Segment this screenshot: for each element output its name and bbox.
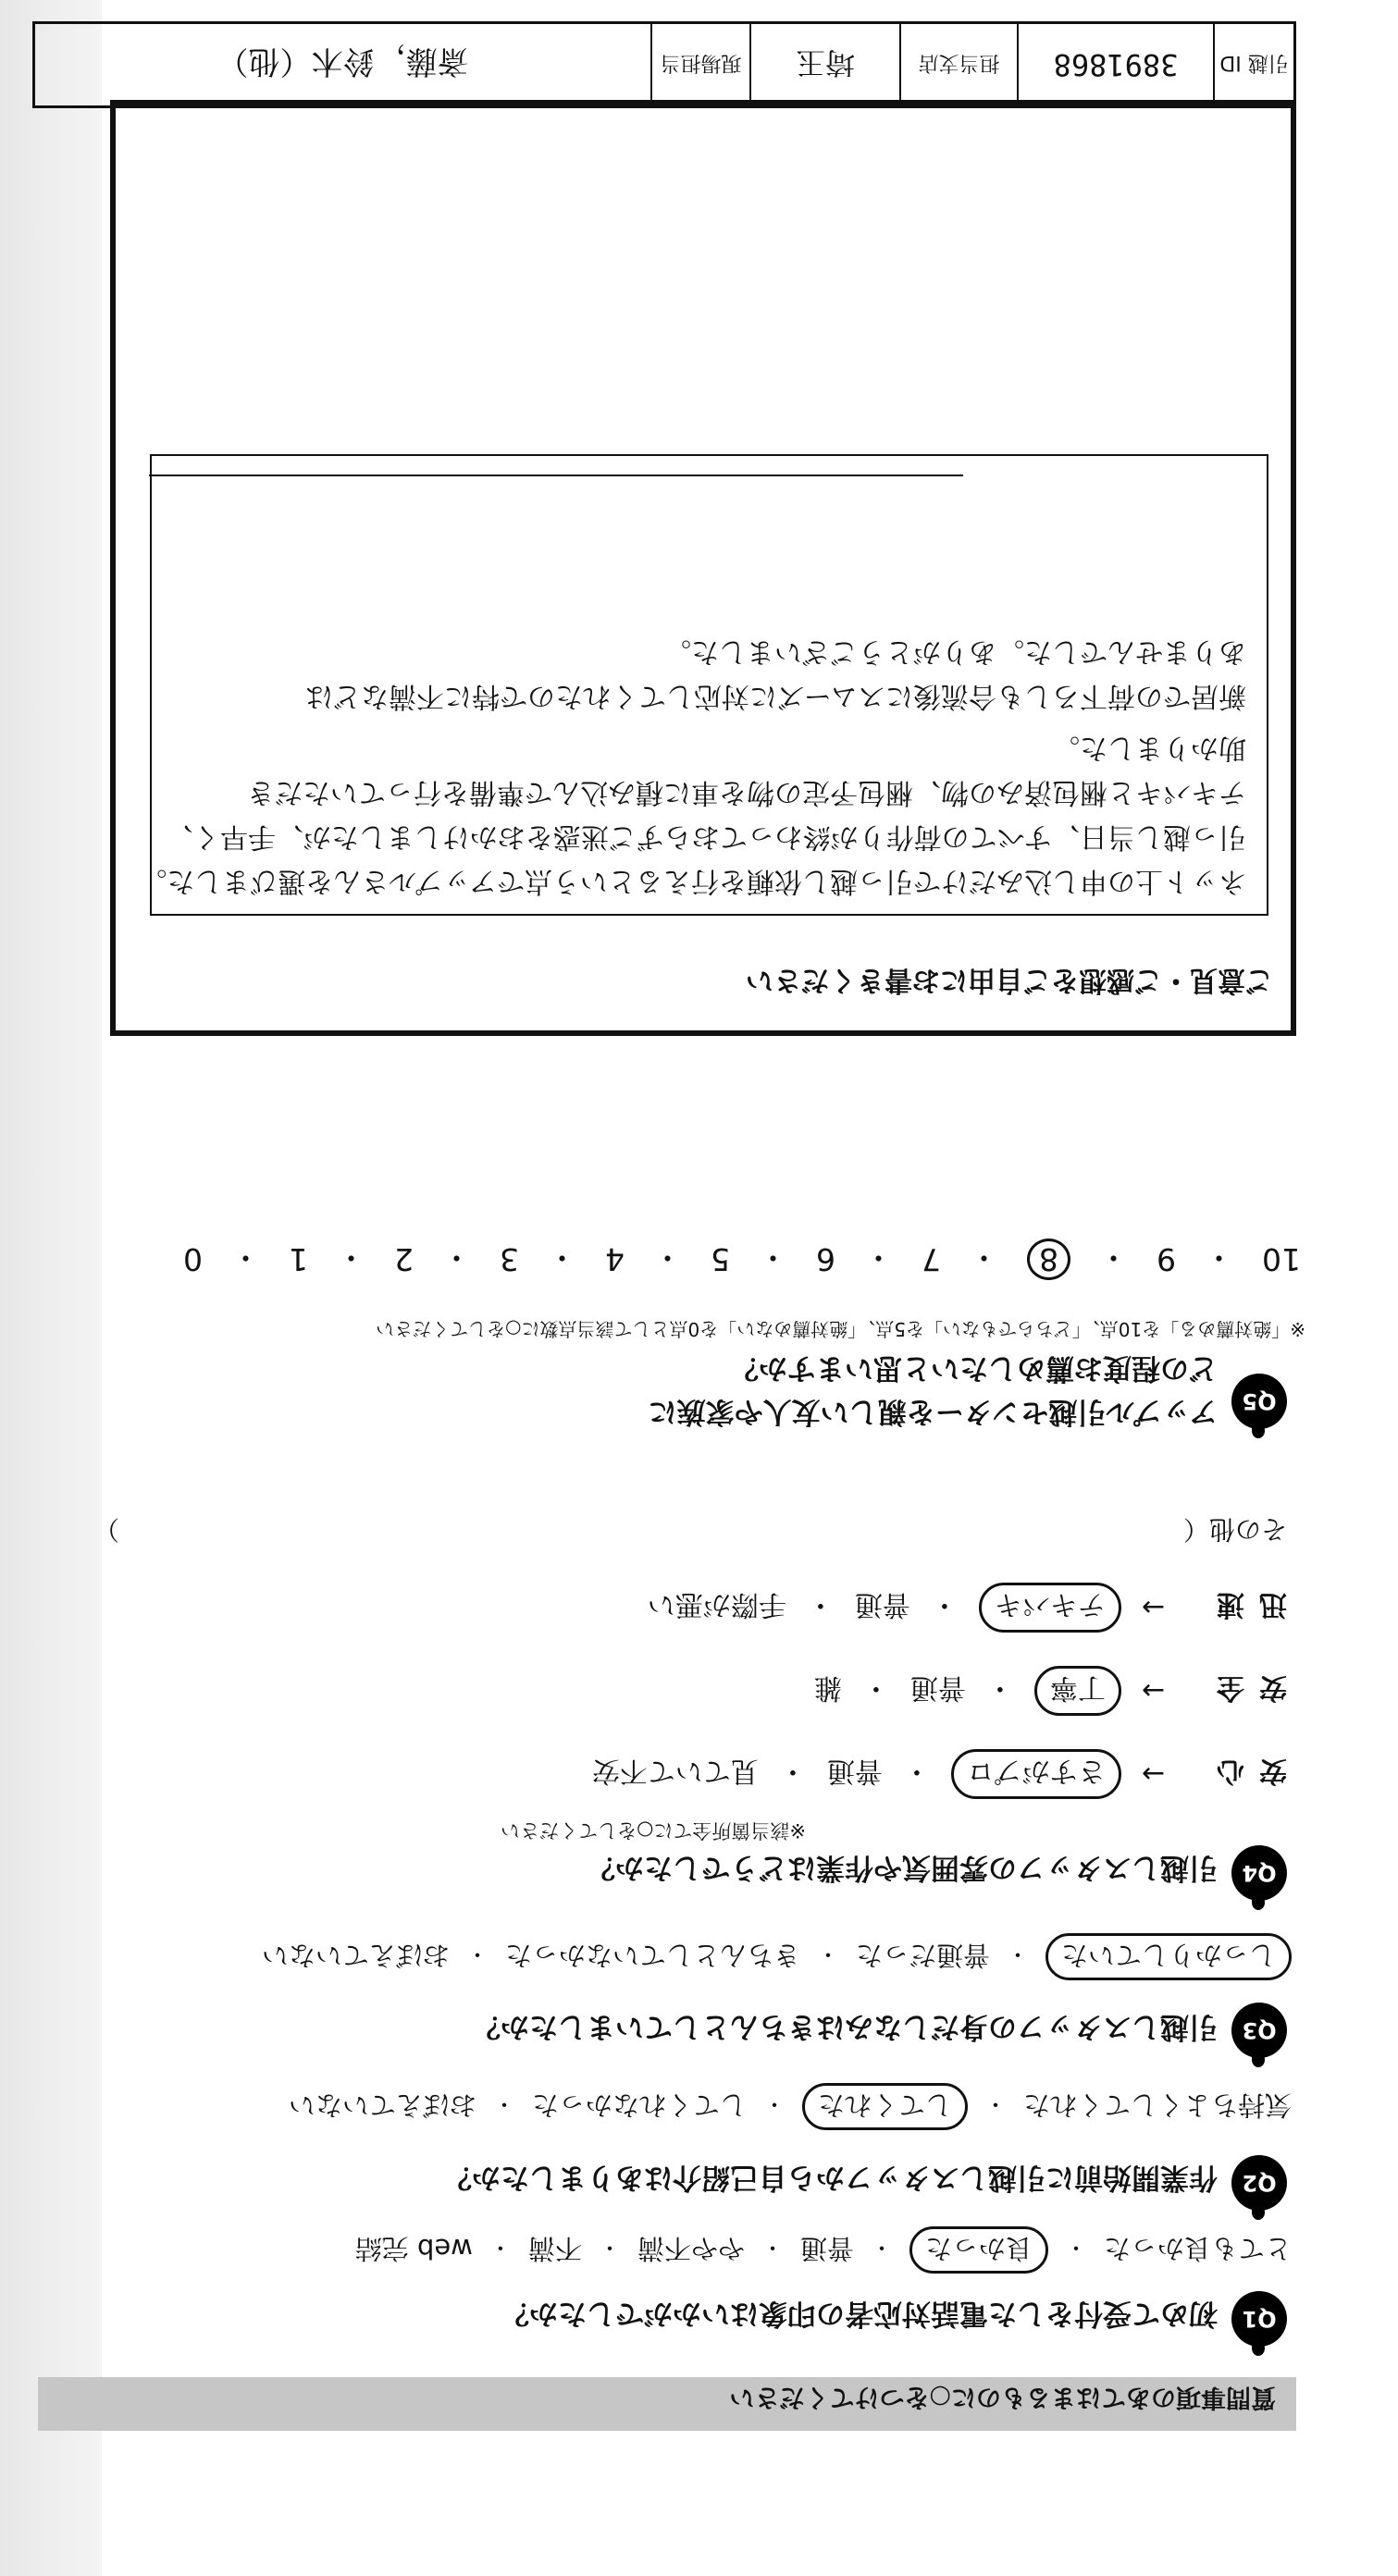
q3-option[interactable]: きちんとしていなかった: [504, 1940, 800, 1971]
q1-options: とても良かった ・ 良かった ・ 普通 ・ やや不満 ・ 不満 ・ web 完結: [355, 2226, 1292, 2274]
q3-option[interactable]: 普通だった: [855, 1940, 990, 1971]
scale-option[interactable]: 0: [183, 1241, 203, 1277]
handwritten-rule: [149, 475, 963, 476]
q3-option-selected[interactable]: しっかりしていた: [1045, 1933, 1292, 1980]
q4-text: 引越しスタッフの雰囲気や作業はどうでしたか？: [587, 1851, 1218, 1884]
q5-scale: 10 ・ 9 ・ 8 ・ 7 ・ 6 ・ 5 ・ 4 ・ 3 ・ 2 ・ 1 ・ 0: [183, 1238, 1301, 1281]
scale-option[interactable]: 6: [816, 1241, 835, 1277]
scale-option[interactable]: 10: [1262, 1241, 1301, 1277]
q4-badge: Q4: [1231, 1845, 1287, 1901]
q4-jinsoku-option[interactable]: 普通: [854, 1588, 910, 1621]
q4-other-close: ）: [93, 1514, 120, 1545]
q2-option[interactable]: おぼえていない: [288, 2089, 476, 2121]
comment-area[interactable]: [139, 454, 1268, 916]
q4-anshin-option[interactable]: 見ていて不安: [591, 1755, 759, 1787]
q2-badge: Q2: [1231, 2155, 1287, 2211]
q4-anshin-option[interactable]: 普通: [826, 1755, 883, 1787]
comment-line: ありませんでした。ありがとうございました。: [663, 635, 1246, 668]
q2-text: 作業開始前に引越しスタッフから自己紹介はありましたか？: [443, 2161, 1218, 2194]
comment-line: テキパキと梱包済みの物、梱包予定の物を車に積み込んで準備を行っていただき: [247, 776, 1246, 808]
q1-option[interactable]: web 完結: [354, 2233, 473, 2264]
q1-option[interactable]: とても良かった: [1103, 2233, 1292, 2264]
scale-option[interactable]: 3: [500, 1241, 519, 1277]
q3-text: 引越しスタッフの身だしなみはきちんとしていましたか？: [472, 2010, 1218, 2043]
scale-option[interactable]: 2: [394, 1241, 414, 1277]
q1-option[interactable]: 普通: [799, 2233, 854, 2264]
q1-badge: Q1: [1231, 2291, 1287, 2347]
q3-option[interactable]: おぼえていない: [261, 1940, 450, 1971]
move-id-label-cell: 引越 ID: [1213, 24, 1293, 105]
scan-edge: [0, 0, 102, 2576]
q5-text-line1: アップル引越センターを親しい友人や家族に: [648, 1395, 1218, 1428]
q4-jinsoku-option[interactable]: 手際が悪い: [647, 1588, 786, 1621]
q1-option[interactable]: やや不満: [637, 2233, 745, 2264]
q2-options: 気持ちよくしてくれた ・ してくれた ・ してくれなかった ・ おぼえていない: [289, 2083, 1292, 2130]
q4-other-label: その他（: [1182, 1514, 1287, 1545]
q5-text-line2: どの程度お薦めしたいと思いますか？: [730, 1351, 1218, 1385]
instructions-banner: [38, 2377, 1296, 2431]
leader-label-cell: 現場担当: [650, 24, 749, 105]
scale-option-selected[interactable]: 8: [1027, 1239, 1070, 1280]
q1-text: 初めて受付をした電話対応者の印象はいかがでしたか？: [501, 2297, 1218, 2330]
q2-option[interactable]: 気持ちよくしてくれた: [1022, 2089, 1292, 2121]
comment-heading: ご意見・ご感想をご自由にお書きください: [746, 964, 1273, 996]
move-id-value-cell: 3891868: [1017, 24, 1213, 105]
q1-option-selected[interactable]: 良かった: [909, 2226, 1048, 2274]
scale-option[interactable]: 9: [1157, 1241, 1176, 1277]
scale-option[interactable]: 7: [922, 1241, 941, 1277]
scale-option[interactable]: 5: [711, 1241, 730, 1277]
comment-line: ネット上の申し込みだけで引っ越し依頼を行えるという点でアップルさんを選びました。: [139, 865, 1246, 897]
instructions-text: 質問事項のあてはまるものに○をつけてください: [729, 2383, 1276, 2411]
q5-note: ※「絶対薦める」を10点、「どちらでもない」を5点、「絶対薦めない」を0点として該当点数に○をしてください: [376, 1318, 1305, 1340]
q1-option[interactable]: 不満: [527, 2233, 582, 2264]
q3-options: しっかりしていた ・ 普通だった ・ きちんとしていなかった ・ おぼえていない: [262, 1933, 1292, 1980]
branch-value-cell: 埼玉: [749, 24, 899, 105]
q4-anzen-selected[interactable]: 丁寧: [1034, 1666, 1121, 1716]
q3-badge: Q3: [1231, 2003, 1287, 2058]
scale-option[interactable]: 1: [289, 1241, 308, 1277]
q5-badge: Q5: [1231, 1374, 1287, 1429]
q2-option[interactable]: してくれなかった: [531, 2089, 747, 2121]
comment-line: 引っ越し当日、すべての荷作りが終わっておらずご迷惑をおかけしましたが、手早く、: [165, 820, 1246, 853]
q4-eval-row-jinsoku: 迅速 → テキパキ ・ 普通 ・ 手際が悪い: [648, 1583, 1287, 1633]
scale-option[interactable]: 4: [605, 1241, 625, 1277]
q4-anshin-selected[interactable]: さすがプロ: [951, 1749, 1121, 1799]
branch-label-cell: 担当支店: [899, 24, 1017, 105]
q4-anzen-option[interactable]: 普通: [909, 1671, 966, 1704]
leader-value-cell: 斎藤，鈴木（他）: [217, 43, 469, 80]
comment-line: 助かりました。: [1052, 732, 1246, 764]
q4-eval-row-anzen: 安全 → 丁寧 ・ 普通 ・ 雑: [814, 1666, 1287, 1716]
comment-line: 新居での荷下ろしも合流後にスムーズに対応してくれたので特に不満などは: [305, 680, 1246, 712]
q4-other-line: [93, 1512, 1287, 1549]
meta-table: [32, 21, 1296, 108]
q4-jinsoku-selected[interactable]: テキパキ: [979, 1583, 1121, 1633]
q4-eval-row-anshin: 安心 → さすがプロ ・ 普通 ・ 見ていて不安: [592, 1749, 1287, 1799]
q4-note: ※該当箇所全てに○をしてください: [501, 1819, 806, 1842]
q2-option-selected[interactable]: してくれた: [802, 2083, 968, 2130]
q4-anzen-option[interactable]: 雑: [813, 1671, 842, 1704]
